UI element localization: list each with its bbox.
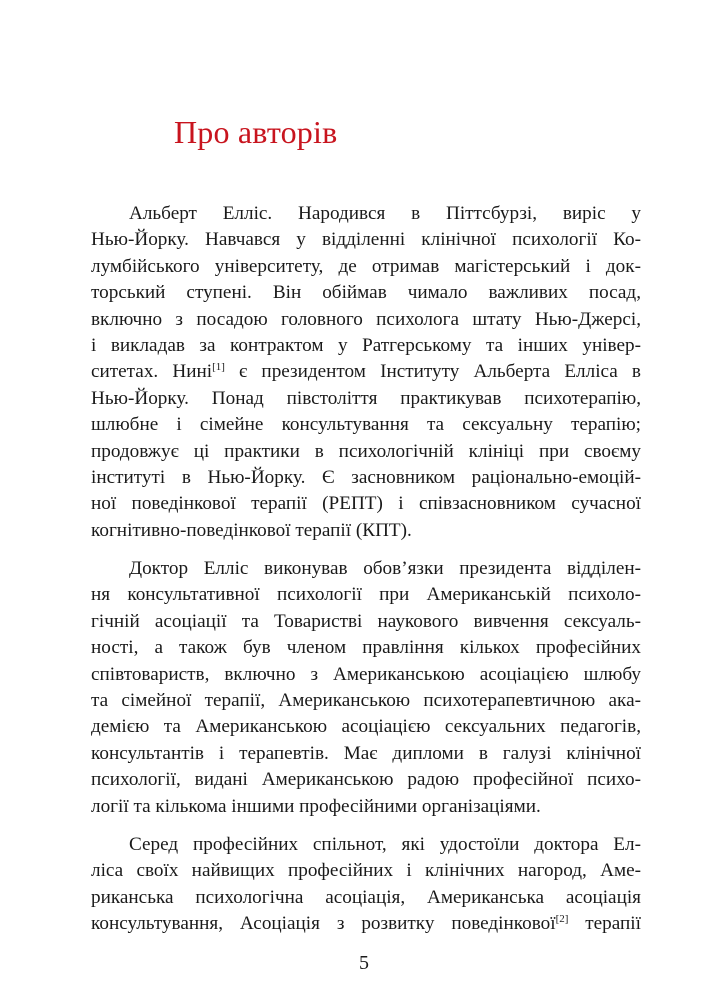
body-text <box>91 201 641 938</box>
text-run: є президентом Інституту Альберта Елліса в <box>224 361 641 383</box>
text-run: логії та кількома іншими професійними організаціями. <box>91 795 541 817</box>
text-run: когнітивно-поведінкової терапії (КПТ). <box>91 519 412 541</box>
text-line <box>91 832 641 858</box>
text-run: консультантів і терапевтів. Має дипломи в галузі клінічної <box>91 742 641 764</box>
text-line <box>91 359 641 385</box>
text-line <box>91 465 641 491</box>
text-line <box>91 439 641 465</box>
text-run: ситетах. Нині <box>91 361 213 383</box>
text-line <box>91 556 641 582</box>
text-run: демією та Американською асоціацією сексуальних педагогів, <box>91 716 641 738</box>
text-line <box>91 491 641 517</box>
text-run: Альберт Елліс. Народився в Піттсбурзі, виріс у <box>129 203 641 224</box>
text-line <box>91 518 641 544</box>
text-line <box>91 333 641 359</box>
text-run: Доктор Елліс виконував обов’язки президента відділен- <box>129 558 641 580</box>
text-line <box>91 767 641 793</box>
text-run: Нью-Йорку. Понад півстоліття практикував психотерапію, <box>91 387 641 409</box>
text-run: гічній асоціації та Товаристві наукового вивчення сексуаль- <box>91 610 641 632</box>
text-run: Нью-Йорку. Навчався у відділенні клінічної психології Ко- <box>91 229 641 251</box>
text-line <box>91 794 641 820</box>
text-line <box>91 885 641 911</box>
text-run: консультування, Асоціація з розвитку поведінкової <box>91 913 556 935</box>
text-line <box>91 714 641 740</box>
text-run: терапії <box>568 913 641 935</box>
paragraph <box>91 201 641 544</box>
text-run: лумбійського університету, де отримав магістерський і док- <box>91 255 641 277</box>
text-line <box>91 662 641 688</box>
text-line <box>91 280 641 306</box>
text-run: та сімейної терапії, Американською психотерапевтичною ака- <box>91 690 641 712</box>
text-run: Серед професійних спільнот, які удостоїли доктора Ел- <box>129 833 641 855</box>
text-line <box>91 227 641 253</box>
paragraph <box>91 832 641 938</box>
text-line <box>91 688 641 714</box>
text-run: ліса своїх найвищих професійних і клінічних нагород, Аме- <box>91 860 641 882</box>
text-line <box>91 582 641 608</box>
text-run: психології, видані Американською радою професійної психо- <box>91 769 641 791</box>
text-line <box>91 741 641 767</box>
footnote-ref[interactable]: [1] <box>212 361 225 374</box>
text-run: ності, а також був членом правління кількох професійних <box>91 637 641 659</box>
paragraph-gap <box>91 820 641 832</box>
text-run: ня консультативної психології при Американській психоло- <box>91 584 641 606</box>
page-number: 5 <box>359 952 369 974</box>
text-run: і викладав за контрактом у Ратгерському та інших універ- <box>91 334 641 356</box>
text-run: торський ступені. Він обіймав чимало важливих посад, <box>91 282 641 304</box>
text-line <box>91 254 641 280</box>
text-run: інституті в Нью-Йорку. Є засновником раціонально-емоцій- <box>91 466 641 488</box>
text-line <box>91 635 641 661</box>
text-line <box>91 386 641 412</box>
text-line <box>91 609 641 635</box>
text-run: продовжує ці практики в психологічній клініці при своєму <box>91 440 641 462</box>
footnote-ref[interactable]: [2] <box>555 913 569 926</box>
text-run: включно з посадою головного психолога штату Нью-Джерсі, <box>91 308 641 330</box>
paragraph-gap <box>91 544 641 556</box>
text-run: риканська психологічна асоціація, Американська асоціація <box>91 886 641 908</box>
text-run: шлюбне і сімейне консультування та сексуальну терапію; <box>91 414 641 436</box>
text-run: співтовариств, включно з Американською асоціацією шлюбу <box>91 663 641 685</box>
text-line <box>91 858 641 884</box>
page-title: Про авторів <box>174 114 338 150</box>
paragraph <box>91 556 641 820</box>
text-line <box>91 911 641 937</box>
text-line <box>91 412 641 438</box>
text-line <box>91 307 641 333</box>
text-run: ної поведінкової терапії (РЕПТ) і співзасновником сучасної <box>91 493 641 515</box>
text-line <box>91 201 641 227</box>
